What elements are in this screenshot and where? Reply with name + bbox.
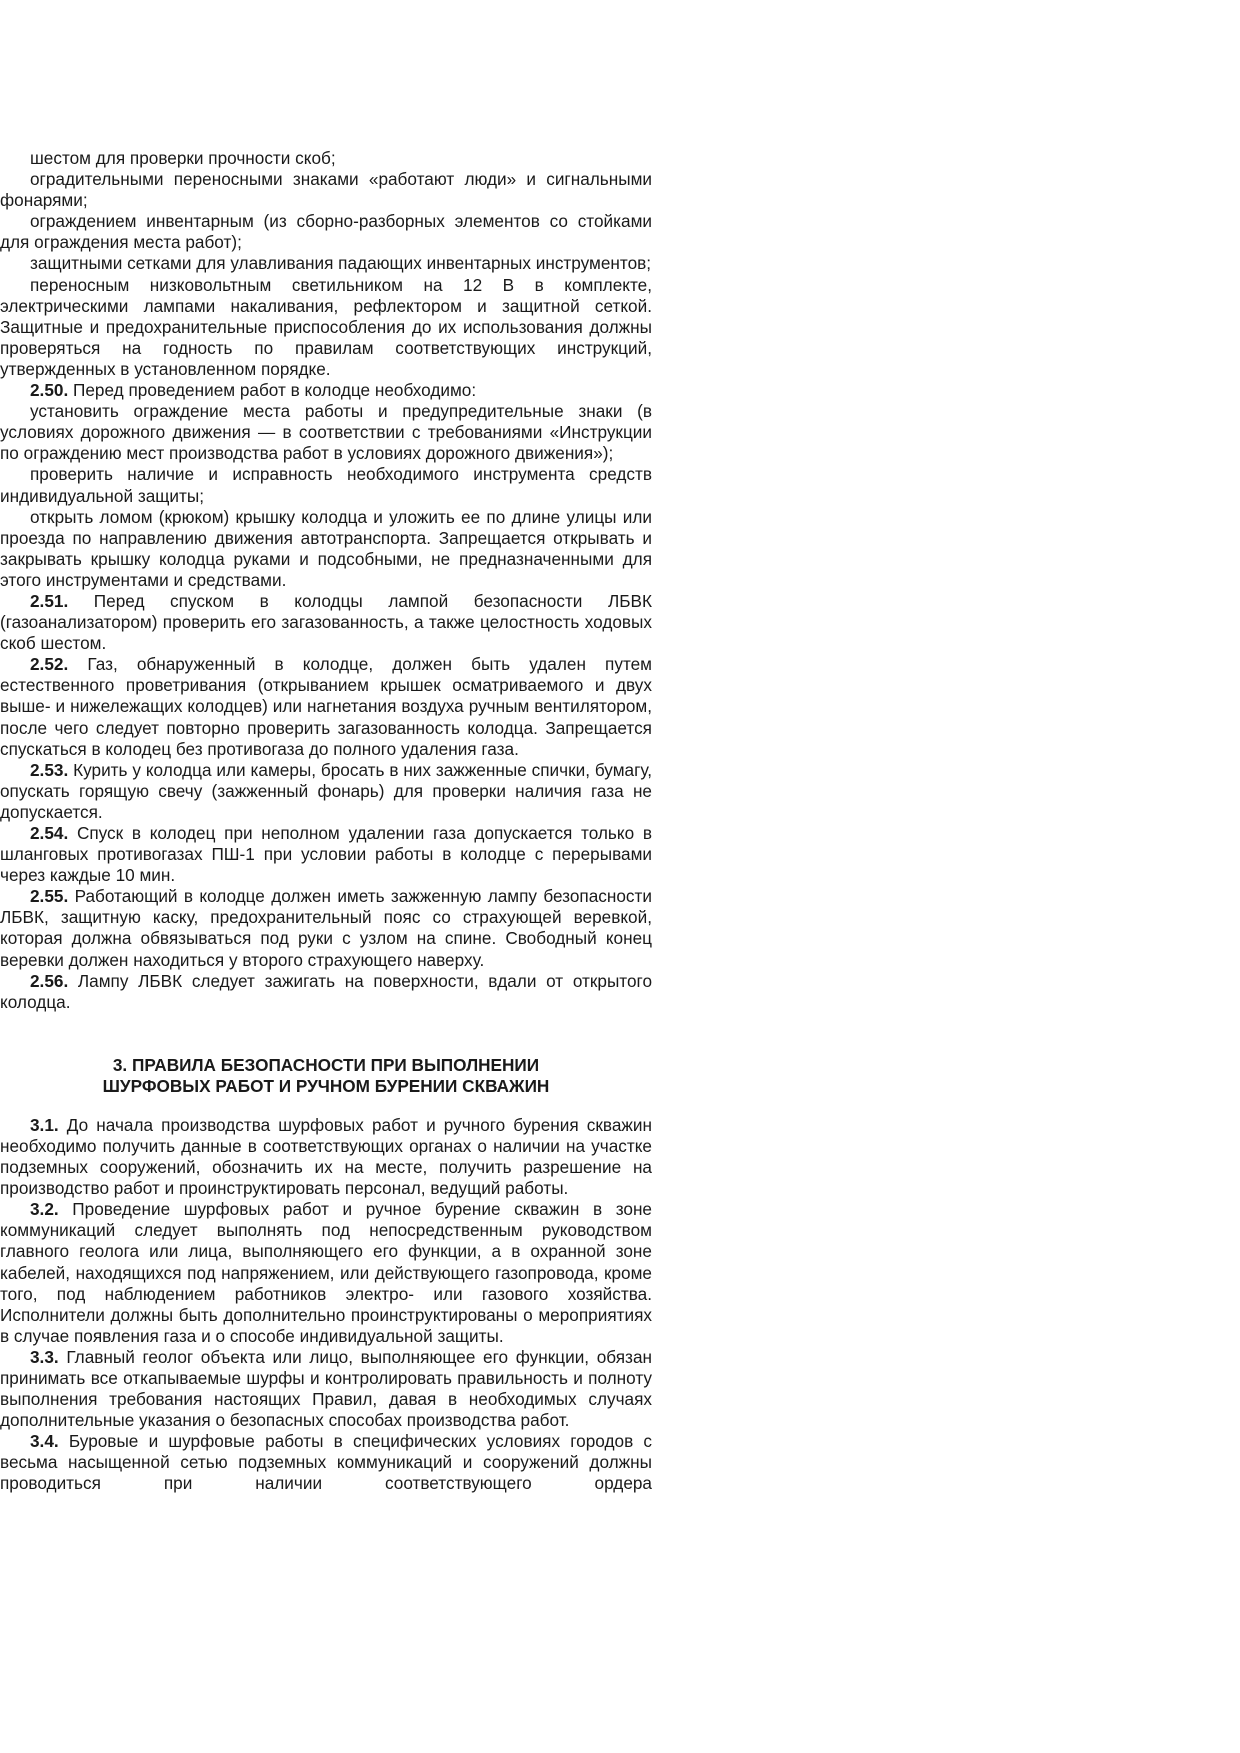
list-item: защитными сетками для улавливания падающих инвентарных инструментов; (30, 253, 652, 274)
list-item: проверить наличие и исправность необходимого инструмента средств индивидуальной защиты; (0, 464, 652, 506)
list-item: установить ограждение места работы и предупредительные знаки (в условиях дорожного движения — в соответствии с требованиями «Инструкции по ограждению мест производства работ в условиях дорожного движения»); (0, 401, 652, 464)
list-item: оградительными переносными знаками «работают люди» и сигнальными фонарями; (0, 169, 652, 211)
heading-line-2: ШУРФОВЫХ РАБОТ И РУЧНОМ БУРЕНИИ СКВАЖИН (102, 1075, 550, 1096)
paragraph-2-55: 2.55. Работающий в колодце должен иметь зажженную лампу безопасности ЛБВК, защитную каску, предохранительный пояс со страхующей веревкой, которая должна обвязываться под руки с узлом на спине. Свободный конец веревки должен находиться у второго страхующего наверху. (0, 886, 652, 970)
paragraph-3-2: 3.2. Проведение шурфовых работ и ручное бурение скважин в зоне коммуникаций следует выполнять под непосредственным руководством главного геолога или лица, выполняющего его функции, а в охранной зоне кабелей, находящихся под напряжением, или действующего газопровода, кроме того, под наблюдением работников электро- или газового хозяйства. Исполнители должны быть дополнительно проинструктированы о мероприятиях в случае появления газа и о способе индивидуальной защиты. (0, 1199, 652, 1346)
section-3-heading (0, 1055, 652, 1097)
paragraph-2-51: 2.51. Перед спуском в колодцы лампой безопасности ЛБВК (газоанализатором) проверить его загазованность, а также целостность ходовых скоб шестом. (0, 590, 653, 654)
paragraph-2-52: 2.52. Газ, обнаруженный в колодце, должен быть удален путем естественного проветривания (открыванием крышек осматриваемого и двух выше- и нижележащих колодцев) или нагнетания воздуха ручным вентилятором, после чего следует повторно проверить загазованность колодца. Запрещается спускаться в колодец без противогаза до полного удаления газа. (0, 654, 652, 759)
paragraph-2-53: 2.53. Курить у колодца или камеры, бросать в них зажженные спички, бумагу, опускать горящую свечу (зажженный фонарь) для проверки наличия газа не допускается. (0, 759, 652, 822)
heading-line-1: 3. ПРАВИЛА БЕЗОПАСНОСТИ ПРИ ВЫПОЛНЕНИИ (112, 1054, 540, 1075)
section-2-continuation (0, 148, 652, 1013)
list-item: переносным низковольтным светильником на 12 В в комплекте, электрическими лампами накаливания, рефлектором и защитной сеткой. Защитные и предохранительные приспособления до их использования должны проверяться на годность по правилам соответствующих инструкций, утвержденных в установленном порядке. (0, 274, 652, 379)
paragraph-2-50: 2.50. Перед проведением работ в колодце необходимо: (30, 380, 477, 401)
paragraph-3-1: 3.1. До начала производства шурфовых работ и ручного бурения скважин необходимо получить данные в соответствующих органах о наличии на участке подземных сооружений, обозначить их на месте, получить разрешение на производство работ и проинструктировать персонал, ведущий работы. (0, 1114, 653, 1199)
paragraph-2-56: 2.56. Лампу ЛБВК следует зажигать на поверхности, вдали от открытого колодца. (0, 970, 652, 1012)
paragraph-3-4: 3.4. Буровые и шурфовые работы в специфических условиях городов с весьма насыщенной сетью подземных коммуникаций и сооружений должны проводиться при наличии соответствующего ордера (0, 1431, 652, 1494)
paragraph-3-3: 3.3. Главный геолог объекта или лицо, выполняющее его функции, обязан принимать все откапываемые шурфы и контролировать правильность и полноту выполнения требования настоящих Правил, давая в необходимых случаях дополнительные указания о безопасных способах производства работ. (0, 1346, 652, 1431)
list-item: открыть ломом (крюком) крышку колодца и уложить ее по длине улицы или проезда по направлению движения автотранспорта. Запрещается открывать и закрывать крышку колодца руками и подсобными, не предназначенными для этого инструментами и средствами. (0, 506, 652, 590)
paragraph-2-54: 2.54. Спуск в колодец при неполном удалении газа допускается только в шланговых противогазах ПШ-1 при условии работы в колодце с перерывами через каждые 10 мин. (0, 823, 652, 886)
list-item: шестом для проверки прочности скоб; (30, 148, 336, 168)
document-page (0, 148, 652, 1495)
list-item: ограждением инвентарным (из сборно-разборных элементов со стойками для ограждения места работ); (0, 211, 652, 253)
section-3-body (0, 1115, 652, 1495)
